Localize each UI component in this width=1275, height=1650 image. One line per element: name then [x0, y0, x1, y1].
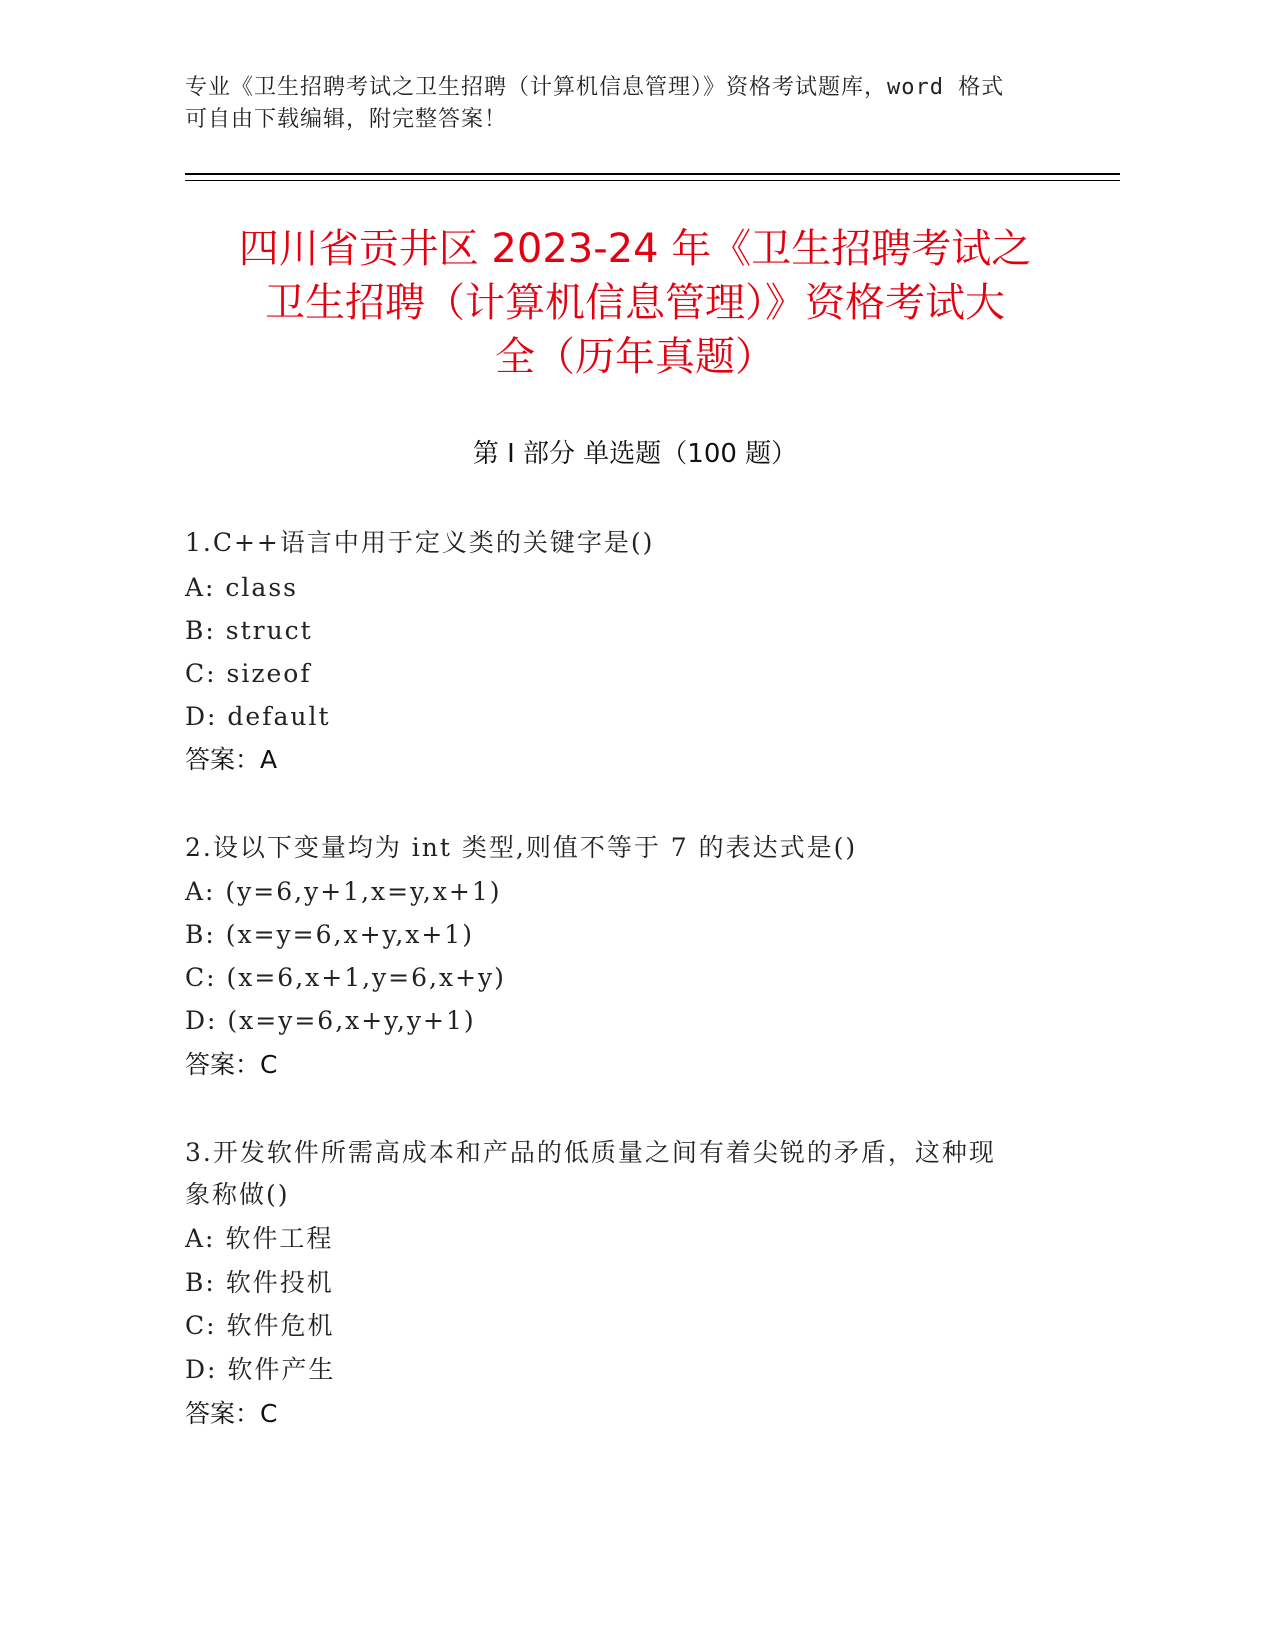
question-stem-continued: 象称做(): [185, 1180, 290, 1209]
question-stem: 1.C++语言中用于定义类的关键字是(): [185, 528, 655, 557]
option-a: A: class: [185, 573, 298, 602]
option-a: A: (y=6,y+1,x=y,x+1): [185, 877, 502, 906]
option-c: C: (x=6,x+1,y=6,x+y): [185, 963, 506, 992]
option-c: C: sizeof: [185, 659, 312, 688]
section-heading: 第 I 部分 单选题（100 题）: [472, 439, 798, 469]
title-line: 四川省贡井区 2023-24 年《卫生招聘考试之: [238, 226, 1032, 272]
question-stem: 2.设以下变量均为 int 类型,则值不等于 7 的表达式是(): [185, 833, 858, 862]
header-note-line: 专业《卫生招聘考试之卫生招聘（计算机信息管理）》资格考试题库，word 格式: [185, 75, 1005, 100]
header-divider-thick: [185, 173, 1120, 175]
option-b: B: 软件投机: [185, 1268, 334, 1297]
option-a: A: 软件工程: [185, 1224, 334, 1253]
answer: 答案：A: [185, 745, 278, 774]
document-title: [185, 222, 1085, 384]
option-d: D: (x=y=6,x+y,y+1): [185, 1006, 476, 1035]
option-d: D: 软件产生: [185, 1355, 336, 1384]
header-divider-thin: [185, 180, 1120, 181]
header-note: [185, 72, 1065, 136]
answer: 答案：C: [185, 1399, 278, 1428]
header-note-line: 可自由下载编辑，附完整答案！: [185, 107, 508, 132]
option-b: B: struct: [185, 616, 313, 645]
title-line: 全（历年真题）: [495, 334, 775, 380]
option-b: B: (x=y=6,x+y,x+1): [185, 920, 474, 949]
answer: 答案：C: [185, 1050, 278, 1079]
question-stem: 3.开发软件所需高成本和产品的低质量之间有着尖锐的矛盾，这种现: [185, 1138, 996, 1167]
title-line: 卫生招聘（计算机信息管理）》资格考试大: [265, 280, 1005, 326]
option-d: D: default: [185, 702, 331, 731]
option-c: C: 软件危机: [185, 1311, 335, 1340]
